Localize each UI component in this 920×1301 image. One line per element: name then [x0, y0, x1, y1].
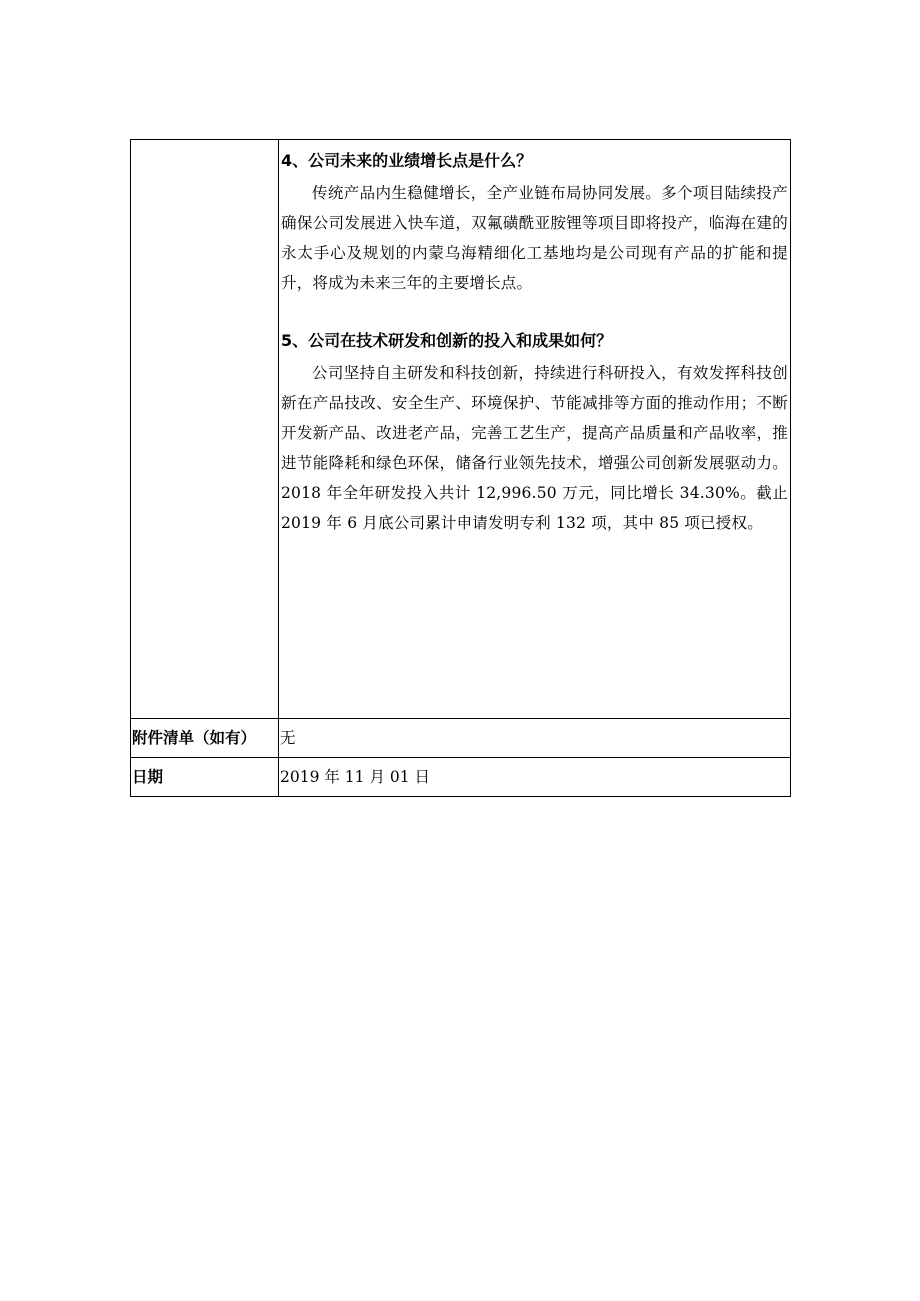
date-label: 日期: [131, 758, 279, 797]
record-table: [130, 139, 791, 797]
qa-row: [131, 140, 791, 719]
spacer: [279, 298, 790, 330]
attachments-value: 无: [279, 719, 791, 758]
qa-label-cell: [131, 140, 279, 719]
attachments-row: [131, 719, 791, 758]
question-4: 4、公司未来的业绩增长点是什么？: [281, 151, 533, 170]
date-value: 2019 年 11 月 01 日: [279, 758, 791, 797]
qa-content-cell: [279, 140, 791, 719]
attachments-label: 附件清单（如有）: [131, 719, 279, 758]
answer-4: 传统产品内生稳健增长，全产业链布局协同发展。多个项目陆续投产确保公司发展进入快车道，双氟磺酰亚胺锂等项目即将投产，临海在建的永太手心及规划的内蒙乌海精细化工基地均是公司现有产品的扩能和提升，将成为未来三年的主要增长点。: [281, 184, 788, 292]
answer-5: 公司坚持自主研发和科技创新，持续进行科研投入，有效发挥科技创新在产品技改、安全生产、环境保护、节能减排等方面的推动作用；不断开发新产品、改进老产品，完善工艺生产，提高产品质量和产品收率，推进节能降耗和绿色环保，储备行业领先技术，增强公司创新发展驱动力。2018 年全年研发投入共计 12,996.50 万元，同比增长 34.30%。截止 2019 年 6 月底公司累计申请发明专利 132 项，其中 85 项已授权。: [281, 364, 788, 532]
question-5: 5、公司在技术研发和创新的投入和成果如何？: [281, 331, 613, 350]
date-row: [131, 758, 791, 797]
